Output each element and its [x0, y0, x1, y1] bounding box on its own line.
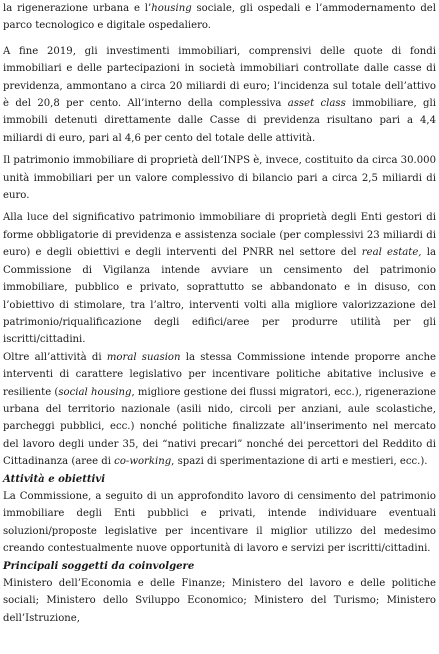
- section-heading-soggetti-coinvolgere: Principali soggetti da coinvolgere: [3, 560, 195, 572]
- text-run: , spazi di sperimentazione di arti e mestieri, ecc.).: [171, 456, 428, 468]
- italic-term: moral suasion: [106, 351, 181, 363]
- paragraph-ministeri: Ministero dell’Economia e delle Finanze; Ministero del lavoro e delle politiche sociali; Ministero dello Sviluppo Economico; Ministero del Turismo; Ministero dell’Istruzione,: [3, 578, 436, 624]
- text-run: , migliore gestione dei flussi migratori, ecc.), rigenerazione urbana del territorio nazionale (asili nido, circoli per anziani, aule scolastiche, parcheggi pubblici, ecc.) nonché politiche finalizzate all’inserimento nel mercato del lavoro degli under 35, dei “nativi precari” nonché dei percettori del Reddito di Cittadinanza (aree di: [3, 386, 436, 468]
- text-run: Alla luce del significativo patrimonio immobiliare di proprietà degli Enti gestori di forme obbligatorie di previdenza e assistenza sociale (per complessivi 23 miliardi di euro) e degli obiettivi e degli interventi del PNRR nel settore del: [3, 212, 436, 259]
- text-run: A fine 2019, gli investimenti immobiliari, comprensivi delle quote di fondi immobiliari e delle partecipazioni in società immobiliari controllate dalle casse di previdenza, ammontano a circa 20 miliardi di euro; l’incidenza sul totale dell’attivo è del 20,8 per cento. All’interno della complessiva: [3, 45, 436, 110]
- paragraph-patrimonio-inps: Il patrimonio immobiliare di proprietà dell’INPS è, invece, costituito da circa 30.000 unità immobiliari per un valore complessivo di bilancio pari a circa 2,5 miliardi di euro.: [3, 155, 436, 202]
- text-run: la rigenerazione urbana e l’: [3, 3, 152, 14]
- text-run: sociale, gli ospedali e l’ammodernamento del parco tecnologico e digitale ospedaliero.: [3, 3, 436, 32]
- paragraph-investimenti-immobiliari: [3, 43, 436, 147]
- paragraph-housing-continuation: [3, 0, 436, 35]
- text-run: immobiliare, gli immobili detenuti direttamente dalle Casse di previdenza risultano pari a 4,4 miliardi di euro, pari al 4,6 per cento del totale delle attività.: [3, 98, 436, 144]
- italic-term: social housing: [58, 386, 132, 398]
- paragraph-attivita-obiettivi: La Commissione, a seguito di un approfondito lavoro di censimento del patrimonio immobiliare degli Enti pubblici e privati, intende individuare eventuali soluzioni/proposte legislative per incentivare il miglior utilizzo del medesimo creando contestualmente nuove opportunità di lavoro e servizi per iscritti/cittadini.: [3, 490, 436, 555]
- italic-term: asset class: [287, 98, 346, 110]
- italic-term: housing: [151, 3, 192, 14]
- italic-term: real estate,: [361, 247, 422, 259]
- section-heading-attivita-obiettivi: Attività e obiettivi: [3, 473, 106, 485]
- italic-term: co-working: [114, 456, 172, 468]
- paragraph-censimento-patrimonio: [3, 209, 436, 348]
- text-run: Oltre all’attività di: [3, 351, 107, 363]
- text-run: la stessa Commissione intende proporre anche interventi di carattere legislativo per incentivare politiche abitative inclusive e resiliente (: [3, 351, 436, 398]
- document-page: [3, 0, 436, 627]
- paragraph-moral-suasion: [3, 349, 436, 471]
- text-run: la Commissione di Vigilanza intende avviare un censimento del patrimonio immobiliare, pubblico e privato, soprattutto se abbandonato e in disuso, con l’obiettivo di stimolare, tra l’altro, interventi volti alla migliore valorizzazione del patrimonio/riqualificazione degli edifici/aree per produrre utilità per gli iscritti/cittadini.: [3, 247, 436, 346]
